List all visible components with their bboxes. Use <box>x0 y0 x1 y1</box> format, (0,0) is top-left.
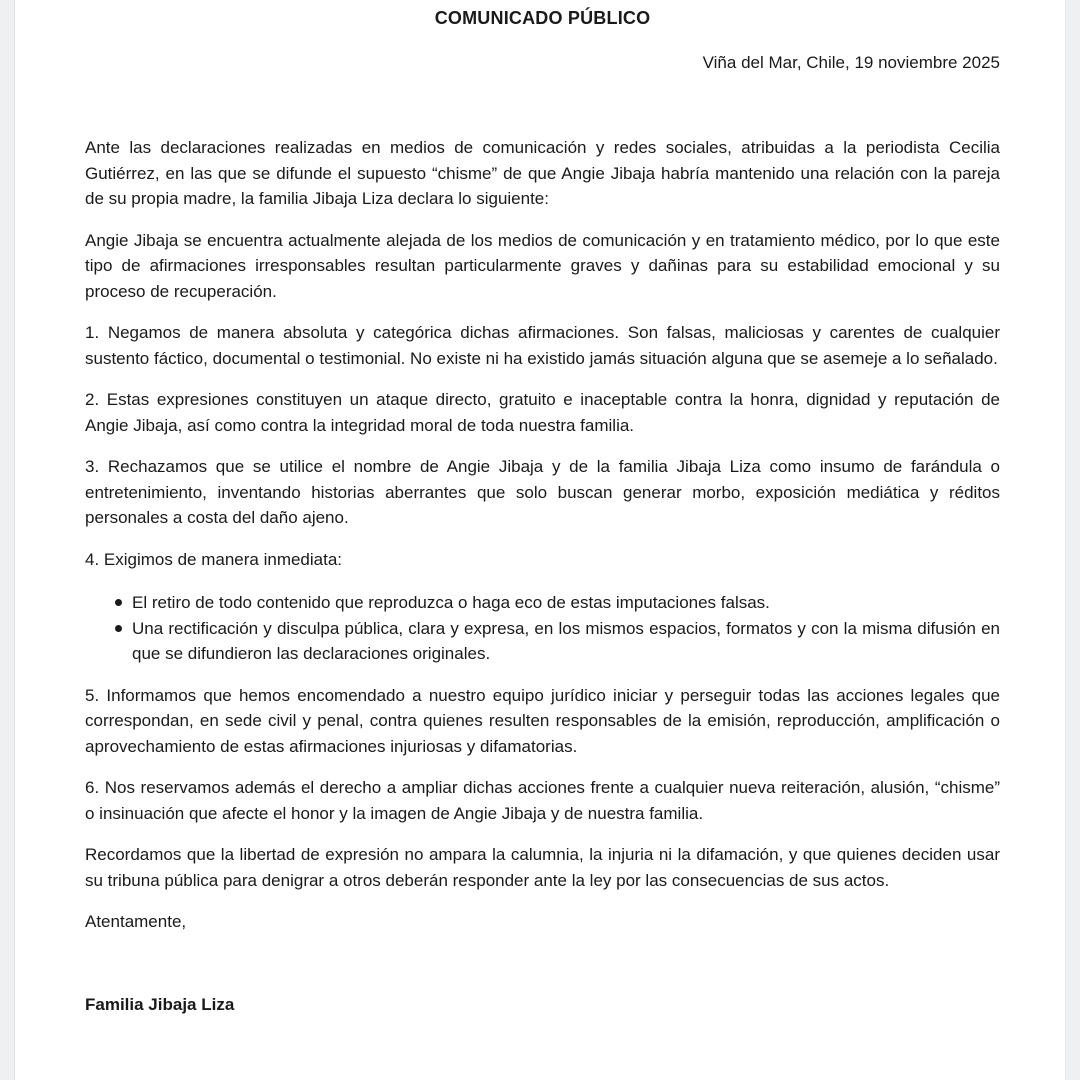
document-content <box>15 0 1065 1017</box>
list-item: El retiro de todo contenido que reproduzca o haga eco de estas imputaciones falsas. <box>85 590 1000 616</box>
final-paragraph: Recordamos que la libertad de expresión no ampara la calumnia, la injuria ni la difamación, y que quienes deciden usar su tribuna pública para denigrar a otros deberán responder ante la ley por las consecuencias de sus actos. <box>85 845 1000 890</box>
numbered-item-1: 1. Negamos de manera absoluta y categórica dichas afirmaciones. Son falsas, maliciosas y carentes de cualquier sustento fáctico, documental o testimonial. No existe ni ha existido jamás situación alguna que se asemeje a lo señalado. <box>85 323 1000 368</box>
numbered-item-2: 2. Estas expresiones constituyen un ataque directo, gratuito e inaceptable contra la honra, dignidad y reputación de Angie Jibaja, así como contra la integridad moral de toda nuestra familia. <box>85 390 1000 435</box>
numbered-item-4: 4. Exigimos de manera inmediata: <box>85 549 343 569</box>
numbered-item-5: 5. Informamos que hemos encomendado a nuestro equipo jurídico iniciar y perseguir todas las acciones legales que correspondan, en sede civil y penal, contra quienes resulten responsables de la emisión, reproducción, amplificación o aprovechamiento de estas afirmaciones injuriosas y difamatorias. <box>85 685 1000 756</box>
closing-salutation: Atentamente, <box>85 912 187 931</box>
context-paragraph: Angie Jibaja se encuentra actualmente alejada de los medios de comunicación y en tratamiento médico, por lo que este tipo de afirmaciones irresponsables resultan particularmente graves y dañinas para su estabilidad emocional y su proceso de recuperación. <box>85 230 1000 301</box>
numbered-item-3: 3. Rechazamos que se utilice el nombre de Angie Jibaja y de la familia Jibaja Liza como insumo de farándula o entretenimiento, inventando historias aberrantes que solo buscan generar morbo, exposición mediática y réditos personales a costa del daño ajeno. <box>85 457 1000 527</box>
page-title: COMUNICADO PÚBLICO <box>434 8 651 28</box>
signature: Familia Jibaja Liza <box>85 994 235 1014</box>
document-page <box>14 0 1066 1080</box>
list-item: Una rectificación y disculpa pública, clara y expresa, en los mismos espacios, formatos y con la misma difusión en que se difundieron las declaraciones originales. <box>85 616 1000 667</box>
numbered-item-6: 6. Nos reservamos además el derecho a ampliar dichas acciones frente a cualquier nueva reiteración, alusión, “chisme” o insinuación que afecte el honor y la imagen de Angie Jibaja y de nuestra familia. <box>85 778 1000 823</box>
demands-list <box>85 590 1000 667</box>
intro-paragraph: Ante las declaraciones realizadas en medios de comunicación y redes sociales, atribuidas a la periodista Cecilia Gutiérrez, en las que se difunde el supuesto “chisme” de que Angie Jibaja habría mantenido una relación con la pareja de su propia madre, la familia Jibaja Liza declara lo siguiente: <box>85 138 1000 208</box>
dateline: Viña del Mar, Chile, 19 noviembre 2025 <box>702 53 1000 72</box>
